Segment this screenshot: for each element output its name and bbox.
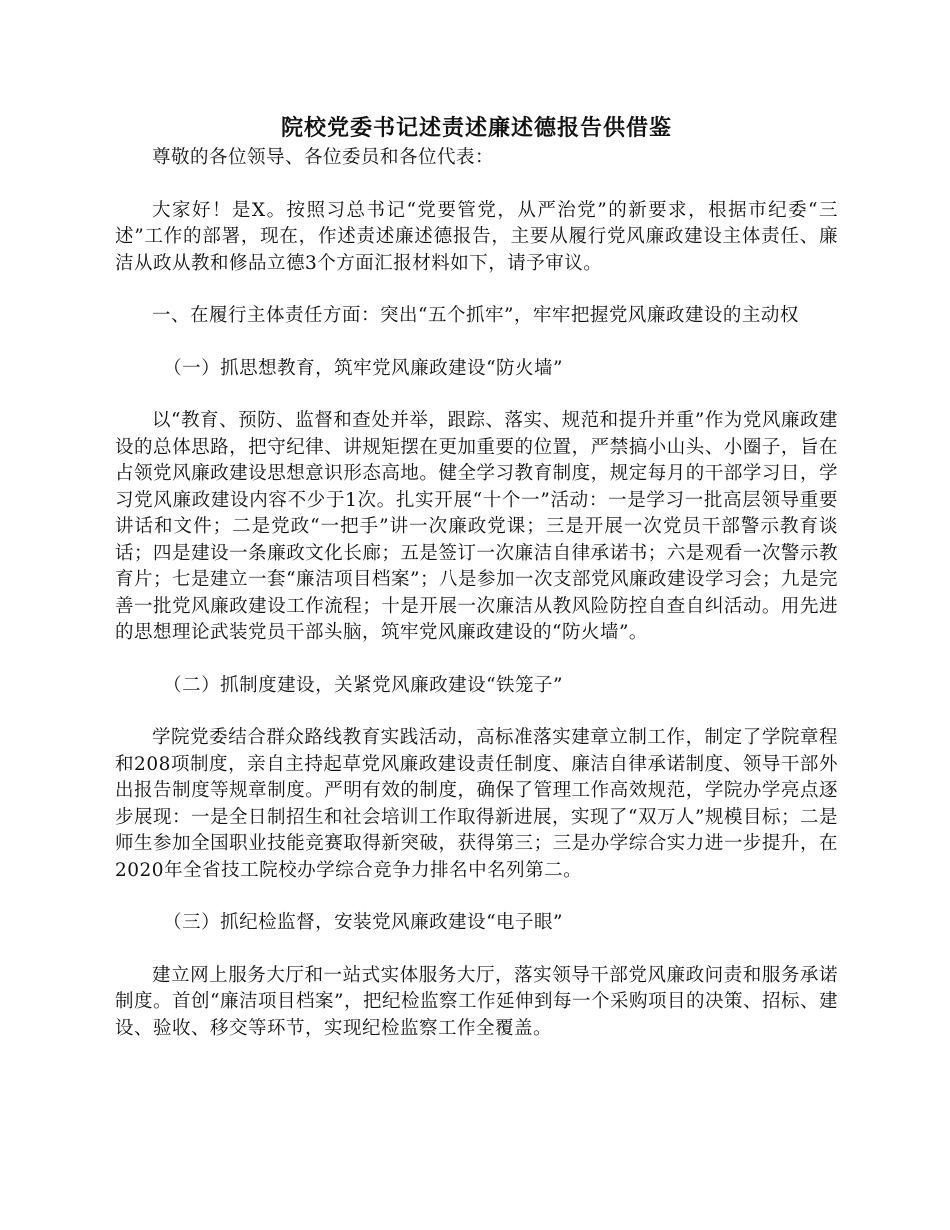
paragraph-gap bbox=[115, 647, 838, 673]
paragraph-gap bbox=[115, 382, 838, 408]
body-paragraph-2: 学院党委结合群众路线教育实践活动，高标准落实建章立制工作，制定了学院章程和208项制度，亲自主持起草党风廉政建设责任制度、廉洁自律承诺制度、领导干部外出报告制度等规章制度。严明有效的制度，确保了管理工作高效规范，学院办学亮点逐步展现：一是全日制招生和社会培训工作取得新进展，实现了“双万人”规模目标；二是师生参加全国职业技能竞赛取得新突破，获得第三；三是办学综合实力进一步提升，在2020年全省技工院校办学综合竞争力排名中名列第二。 bbox=[115, 727, 838, 881]
subsection-heading-2: （二）抓制度建设，关紧党风廉政建设“铁笼子” bbox=[163, 674, 564, 696]
subsection-heading-1: （一）抓思想教育，筑牢党风廉政建设“防火墙” bbox=[163, 357, 564, 379]
intro-paragraph: 大家好！是X。按照习总书记“党要管党，从严治党”的新要求，根据市纪委“三述”工作的部署，现在，作述责述廉述德报告，主要从履行党风廉政建设主体责任、廉洁从政从教和修品立德3个方面汇报材料如下，请予审议。 bbox=[115, 199, 838, 274]
section-heading-1: 一、在履行主体责任方面：突出“五个抓牢”，牢牢把握党风廉政建设的主动权 bbox=[152, 305, 799, 326]
document-title: 院校党委书记述责述廉述德报告供借鉴 bbox=[280, 115, 672, 141]
paragraph-gap bbox=[115, 172, 838, 198]
paragraph-gap bbox=[115, 884, 838, 910]
subsection-heading-3: （三）抓纪检监督，安装党风廉政建设“电子眼” bbox=[163, 912, 564, 933]
paragraph-gap bbox=[115, 277, 838, 303]
document-body bbox=[115, 113, 838, 1042]
paragraph-gap bbox=[115, 937, 838, 963]
paragraph-gap bbox=[115, 699, 838, 725]
paragraph-gap bbox=[115, 330, 838, 356]
body-paragraph-1: 以“教育、预防、监督和查处并举，跟踪、落实、规范和提升并重”作为党风廉政建设的总体思路，把守纪律、讲规矩摆在更加重要的位置，严禁搞小山头、小圈子，旨在占领党风廉政建设思想意识形态高地。健全学习教育制度，规定每月的干部学习日，学习党风廉政建设内容不少于1次。扎实开展“十个一”活动：一是学习一批高层领导重要讲话和文件；二是党政“一把手”讲一次廉政党课；三是开展一次党员干部警示教育谈话；四是建设一条廉政文化长廊；五是签订一次廉洁自律承诺书；六是观看一次警示教育片；七是建立一套“廉洁项目档案”；八是参加一次支部党风廉政建设学习会；九是完善一批党风廉政建设工作流程；十是开展一次廉洁从教风险防控自查自纠活动。用先进的思想理论武装党员干部头脑，筑牢党风廉政建设的“防火墙”。 bbox=[115, 410, 838, 643]
body-paragraph-3: 建立网上服务大厅和一站式实体服务大厅，落实领导干部党风廉政问责和服务承诺制度。首创“廉洁项目档案”，把纪检监察工作延伸到每一个采购项目的决策、招标、建设、验收、移交等环节，实现纪检监察工作全覆盖。 bbox=[115, 964, 838, 1039]
salutation: 尊敬的各位领导、各位委员和各位代表： bbox=[152, 147, 495, 168]
